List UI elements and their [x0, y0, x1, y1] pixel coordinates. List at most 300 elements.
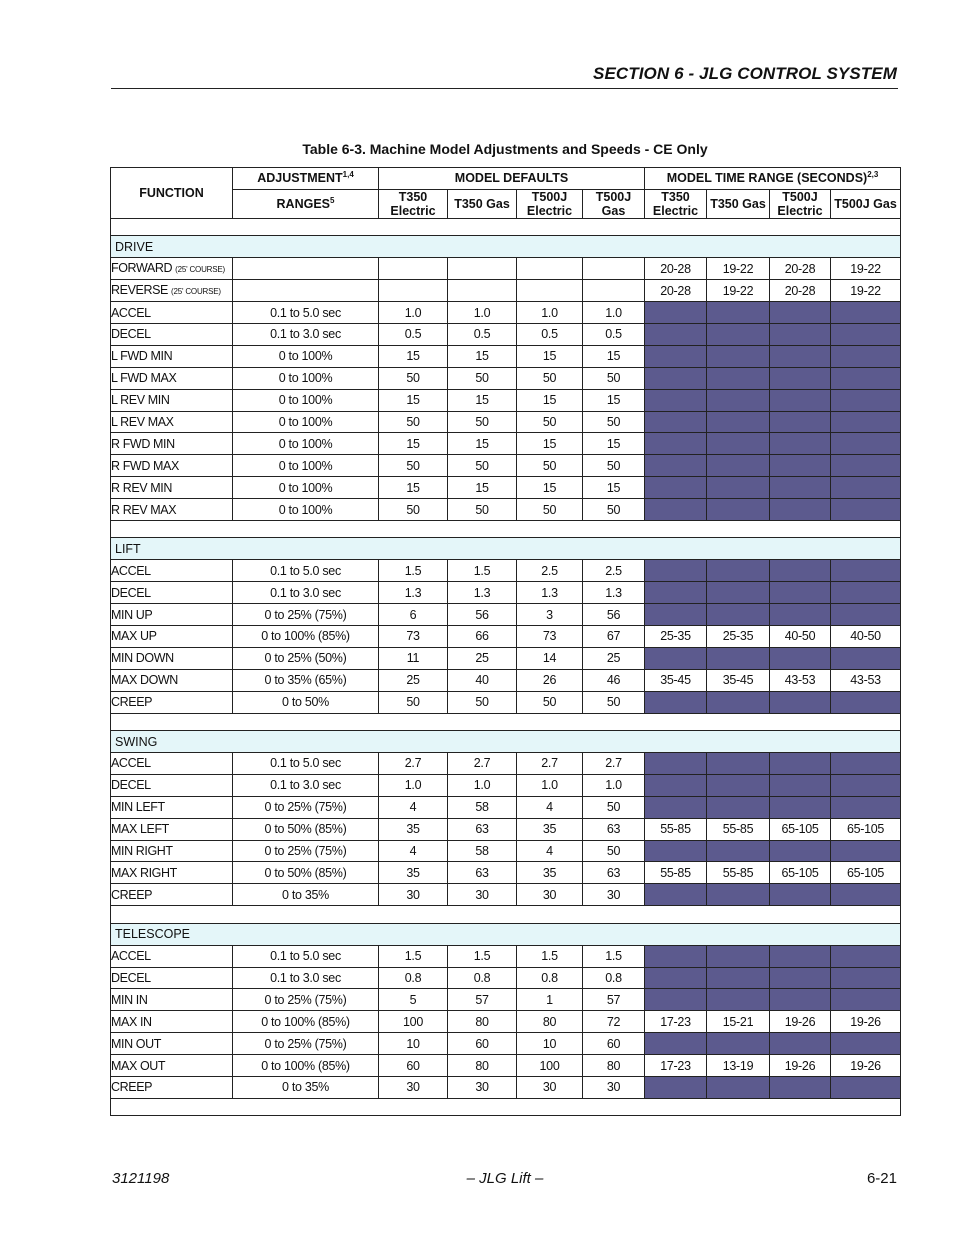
default-cell: 15 [379, 477, 448, 499]
table-row [111, 1011, 901, 1033]
default-cell: 0.8 [448, 967, 517, 989]
function-cell [111, 862, 233, 884]
default-cell: 14 [517, 647, 583, 669]
shaded-cell [831, 647, 901, 669]
default-cell: 4 [517, 796, 583, 818]
shaded-cell [645, 691, 707, 713]
table-row [111, 752, 901, 774]
function-cell [111, 796, 233, 818]
range-cell: 0 to 100% [233, 477, 379, 499]
shaded-cell [645, 884, 707, 906]
function-cell [111, 967, 233, 989]
default-cell: 30 [583, 1076, 645, 1098]
function-label: CREEP [111, 695, 153, 710]
time-cell: 40-50 [770, 626, 831, 648]
default-cell: 1.0 [379, 302, 448, 324]
shaded-cell [707, 774, 770, 796]
default-cell: 35 [517, 818, 583, 840]
table-row [111, 280, 901, 302]
default-cell: 2.5 [583, 560, 645, 582]
function-cell [111, 840, 233, 862]
shaded-cell [831, 840, 901, 862]
default-cell [379, 258, 448, 280]
time-cell: 55-85 [645, 862, 707, 884]
time-cell: 19-22 [707, 280, 770, 302]
time-cell: 13-19 [707, 1055, 770, 1077]
spacer-cell [111, 218, 901, 236]
table-row [111, 945, 901, 967]
default-cell: 25 [583, 647, 645, 669]
default-cell: 30 [448, 884, 517, 906]
shaded-cell [770, 302, 831, 324]
default-cell: 3 [517, 604, 583, 626]
shaded-cell [645, 367, 707, 389]
shaded-cell [645, 647, 707, 669]
default-cell: 1.5 [583, 945, 645, 967]
shaded-cell [707, 691, 770, 713]
default-cell: 50 [583, 840, 645, 862]
shaded-cell [770, 367, 831, 389]
default-cell: 63 [448, 862, 517, 884]
range-cell: 0 to 100% [233, 389, 379, 411]
default-cell: 30 [448, 1076, 517, 1098]
table-row [111, 691, 901, 713]
shaded-cell [831, 884, 901, 906]
header-default-model: T500J Gas [583, 189, 645, 218]
default-cell: 50 [448, 691, 517, 713]
default-cell: 1.5 [379, 945, 448, 967]
shaded-cell [707, 989, 770, 1011]
default-cell: 50 [583, 499, 645, 521]
header-default-model: T350 Electric [379, 189, 448, 218]
shaded-cell [831, 323, 901, 345]
default-cell: 1.0 [583, 302, 645, 324]
function-cell [111, 302, 233, 324]
function-cell [111, 258, 233, 280]
shaded-cell [645, 1076, 707, 1098]
shaded-cell [770, 691, 831, 713]
shaded-cell [831, 796, 901, 818]
time-cell: 19-26 [770, 1055, 831, 1077]
shaded-cell [831, 604, 901, 626]
time-cell: 25-35 [707, 626, 770, 648]
shaded-cell [645, 477, 707, 499]
shaded-cell [831, 345, 901, 367]
default-cell: 2.7 [583, 752, 645, 774]
function-cell [111, 411, 233, 433]
time-cell: 55-85 [645, 818, 707, 840]
function-cell [111, 455, 233, 477]
time-cell: 17-23 [645, 1011, 707, 1033]
shaded-cell [645, 560, 707, 582]
default-cell: 50 [517, 455, 583, 477]
spacer-cell [111, 906, 901, 924]
default-cell: 50 [583, 411, 645, 433]
default-cell: 50 [448, 367, 517, 389]
default-cell: 15 [517, 389, 583, 411]
spacer-cell [111, 713, 901, 731]
shaded-cell [831, 945, 901, 967]
default-cell: 63 [448, 818, 517, 840]
default-cell: 80 [517, 1011, 583, 1033]
section-name: TELESCOPE [111, 923, 901, 945]
time-cell: 19-22 [831, 280, 901, 302]
default-cell: 30 [583, 884, 645, 906]
time-cell: 43-53 [770, 669, 831, 691]
function-cell [111, 433, 233, 455]
function-cell [111, 477, 233, 499]
function-label: MAX LEFT [111, 822, 169, 837]
default-cell: 63 [583, 818, 645, 840]
default-cell: 1.3 [583, 582, 645, 604]
default-cell: 15 [448, 477, 517, 499]
range-cell: 0 to 100% (85%) [233, 1011, 379, 1033]
time-cell: 40-50 [831, 626, 901, 648]
header-ranges-sup: 5 [330, 195, 335, 205]
default-cell: 80 [448, 1055, 517, 1077]
table-row [111, 1033, 901, 1055]
function-label: R FWD MIN [111, 436, 175, 451]
shaded-cell [831, 582, 901, 604]
time-cell: 19-22 [831, 258, 901, 280]
default-cell: 30 [517, 884, 583, 906]
default-cell: 67 [583, 626, 645, 648]
default-cell: 15 [583, 389, 645, 411]
shaded-cell [707, 345, 770, 367]
default-cell: 1 [517, 989, 583, 1011]
default-cell [583, 258, 645, 280]
table-row [111, 967, 901, 989]
default-cell: 1.3 [448, 582, 517, 604]
shaded-cell [831, 1076, 901, 1098]
function-cell [111, 499, 233, 521]
table-body [111, 218, 901, 1115]
default-cell [583, 280, 645, 302]
range-cell: 0 to 25% (75%) [233, 1033, 379, 1055]
shaded-cell [645, 582, 707, 604]
default-cell: 1.3 [517, 582, 583, 604]
function-note: (25' COURSE) [171, 286, 221, 296]
shaded-cell [831, 774, 901, 796]
default-cell: 25 [379, 669, 448, 691]
function-cell [111, 1033, 233, 1055]
range-cell: 0 to 25% (75%) [233, 604, 379, 626]
function-cell [111, 691, 233, 713]
function-label: L REV MIN [111, 393, 170, 408]
shaded-cell [770, 945, 831, 967]
function-label: L FWD MIN [111, 349, 173, 364]
header-time-model: T500J Electric [770, 189, 831, 218]
function-label: R REV MIN [111, 480, 172, 495]
shaded-cell [645, 796, 707, 818]
shaded-cell [770, 389, 831, 411]
default-cell: 15 [583, 477, 645, 499]
function-label: MIN LEFT [111, 800, 165, 815]
default-cell: 50 [379, 499, 448, 521]
range-cell: 0 to 35% [233, 1076, 379, 1098]
shaded-cell [645, 840, 707, 862]
time-cell: 19-26 [831, 1055, 901, 1077]
header-time-model: T350 Electric [645, 189, 707, 218]
function-cell [111, 1055, 233, 1077]
shaded-cell [770, 455, 831, 477]
default-cell: 66 [448, 626, 517, 648]
range-cell: 0 to 35% (65%) [233, 669, 379, 691]
table-row [111, 604, 901, 626]
shaded-cell [645, 411, 707, 433]
range-cell [233, 280, 379, 302]
default-cell: 25 [448, 647, 517, 669]
table-row [111, 840, 901, 862]
shaded-cell [707, 433, 770, 455]
shaded-cell [707, 647, 770, 669]
function-label: MAX UP [111, 629, 157, 644]
range-cell: 0 to 50% (85%) [233, 818, 379, 840]
shaded-cell [831, 389, 901, 411]
header-time-model: T350 Gas [707, 189, 770, 218]
spacer-cell [111, 1098, 901, 1116]
default-cell: 0.5 [583, 323, 645, 345]
shaded-cell [707, 840, 770, 862]
shaded-cell [707, 582, 770, 604]
default-cell: 15 [583, 433, 645, 455]
function-label: DECEL [111, 970, 151, 985]
default-cell: 2.7 [379, 752, 448, 774]
shaded-cell [707, 477, 770, 499]
time-cell: 15-21 [707, 1011, 770, 1033]
shaded-cell [770, 411, 831, 433]
function-cell [111, 752, 233, 774]
time-cell: 19-26 [770, 1011, 831, 1033]
function-cell [111, 345, 233, 367]
shaded-cell [770, 477, 831, 499]
section-title: SECTION 6 - JLG CONTROL SYSTEM [593, 64, 897, 83]
default-cell [379, 280, 448, 302]
header-default-model: T350 Gas [448, 189, 517, 218]
range-cell: 0 to 100% [233, 411, 379, 433]
default-cell: 50 [379, 411, 448, 433]
function-label: MAX DOWN [111, 673, 178, 688]
default-cell: 60 [379, 1055, 448, 1077]
time-cell: 19-26 [831, 1011, 901, 1033]
function-label: MIN RIGHT [111, 843, 173, 858]
default-cell: 35 [379, 818, 448, 840]
function-label: FORWARD [111, 260, 173, 275]
footer-center: – JLG Lift – [466, 1170, 544, 1187]
shaded-cell [770, 774, 831, 796]
section-row [111, 923, 901, 945]
default-cell [448, 280, 517, 302]
shaded-cell [770, 433, 831, 455]
range-cell: 0.1 to 3.0 sec [233, 323, 379, 345]
time-cell: 20-28 [770, 258, 831, 280]
default-cell: 1.0 [583, 774, 645, 796]
default-cell: 35 [517, 862, 583, 884]
shaded-cell [770, 989, 831, 1011]
shaded-cell [707, 945, 770, 967]
shaded-cell [707, 411, 770, 433]
range-cell: 0 to 25% (50%) [233, 647, 379, 669]
shaded-cell [707, 455, 770, 477]
default-cell: 1.5 [379, 560, 448, 582]
shaded-cell [831, 989, 901, 1011]
default-cell: 15 [448, 345, 517, 367]
shaded-cell [831, 367, 901, 389]
function-cell [111, 560, 233, 582]
function-cell [111, 1076, 233, 1098]
default-cell: 0.8 [517, 967, 583, 989]
default-cell: 46 [583, 669, 645, 691]
default-cell: 0.8 [583, 967, 645, 989]
shaded-cell [770, 884, 831, 906]
default-cell: 2.7 [517, 752, 583, 774]
range-cell: 0.1 to 3.0 sec [233, 774, 379, 796]
function-label: L FWD MAX [111, 371, 177, 386]
time-cell: 35-45 [645, 669, 707, 691]
shaded-cell [707, 884, 770, 906]
default-cell: 50 [583, 691, 645, 713]
function-label: MIN UP [111, 607, 153, 622]
range-cell: 0.1 to 5.0 sec [233, 945, 379, 967]
range-cell: 0 to 100% [233, 367, 379, 389]
default-cell: 15 [517, 345, 583, 367]
default-cell: 72 [583, 1011, 645, 1033]
range-cell: 0 to 50% (85%) [233, 862, 379, 884]
table-row [111, 774, 901, 796]
shaded-cell [707, 967, 770, 989]
spacer-row [111, 906, 901, 924]
default-cell: 50 [379, 691, 448, 713]
default-cell: 10 [517, 1033, 583, 1055]
shaded-cell [831, 433, 901, 455]
adjustments-table [110, 167, 901, 1116]
header-ranges [233, 189, 379, 218]
function-cell [111, 945, 233, 967]
shaded-cell [831, 1033, 901, 1055]
table-row [111, 818, 901, 840]
table-row [111, 499, 901, 521]
time-cell: 65-105 [831, 862, 901, 884]
default-cell: 100 [379, 1011, 448, 1033]
shaded-cell [707, 323, 770, 345]
time-cell: 35-45 [707, 669, 770, 691]
shaded-cell [645, 967, 707, 989]
function-label: MAX IN [111, 1014, 152, 1029]
header-ranges-label: RANGES [276, 196, 331, 211]
default-cell: 15 [379, 433, 448, 455]
header-default-model: T500J Electric [517, 189, 583, 218]
default-cell: 100 [517, 1055, 583, 1077]
table-row [111, 323, 901, 345]
time-cell: 65-105 [770, 862, 831, 884]
function-label: REVERSE [111, 282, 168, 297]
shaded-cell [770, 582, 831, 604]
function-note: (25' COURSE) [175, 264, 225, 274]
shaded-cell [707, 752, 770, 774]
shaded-cell [707, 796, 770, 818]
default-cell: 50 [379, 367, 448, 389]
shaded-cell [831, 752, 901, 774]
shaded-cell [770, 604, 831, 626]
default-cell: 1.0 [379, 774, 448, 796]
table-row [111, 1055, 901, 1077]
default-cell: 2.7 [448, 752, 517, 774]
table-row [111, 258, 901, 280]
default-cell: 2.5 [517, 560, 583, 582]
default-cell: 50 [448, 499, 517, 521]
default-cell: 1.0 [517, 774, 583, 796]
function-label: ACCEL [111, 305, 151, 320]
table-caption: Table 6-3. Machine Model Adjustments and Speeds - CE Only [302, 141, 708, 157]
shaded-cell [645, 774, 707, 796]
default-cell: 58 [448, 840, 517, 862]
function-label: DECEL [111, 327, 151, 342]
default-cell: 63 [583, 862, 645, 884]
header-time-range [645, 168, 901, 190]
range-cell: 0 to 35% [233, 884, 379, 906]
time-cell: 65-105 [831, 818, 901, 840]
default-cell: 0.8 [379, 967, 448, 989]
shaded-cell [645, 945, 707, 967]
function-label: R FWD MAX [111, 458, 179, 473]
table-row [111, 1076, 901, 1098]
table-row [111, 367, 901, 389]
shaded-cell [831, 560, 901, 582]
table-row [111, 433, 901, 455]
default-cell: 15 [379, 345, 448, 367]
default-cell: 1.3 [379, 582, 448, 604]
default-cell: 57 [583, 989, 645, 1011]
time-cell: 17-23 [645, 1055, 707, 1077]
section-name: SWING [111, 731, 901, 753]
function-label: ACCEL [111, 563, 151, 578]
section-row [111, 731, 901, 753]
shaded-cell [707, 1033, 770, 1055]
default-cell: 1.0 [448, 302, 517, 324]
shaded-cell [707, 367, 770, 389]
function-cell [111, 626, 233, 648]
default-cell: 50 [583, 367, 645, 389]
header-time-range-label: MODEL TIME RANGE (SECONDS) [666, 171, 868, 186]
function-cell [111, 604, 233, 626]
default-cell: 1.5 [517, 945, 583, 967]
default-cell: 50 [583, 455, 645, 477]
default-cell: 50 [379, 455, 448, 477]
default-cell: 30 [379, 1076, 448, 1098]
default-cell: 73 [379, 626, 448, 648]
default-cell: 1.5 [448, 945, 517, 967]
header-time-range-sup: 2,3 [867, 170, 879, 180]
time-cell: 20-28 [770, 280, 831, 302]
shaded-cell [645, 604, 707, 626]
shaded-cell [831, 499, 901, 521]
shaded-cell [645, 302, 707, 324]
time-cell: 25-35 [645, 626, 707, 648]
shaded-cell [770, 345, 831, 367]
default-cell: 15 [517, 477, 583, 499]
default-cell: 73 [517, 626, 583, 648]
table-row [111, 796, 901, 818]
shaded-cell [831, 477, 901, 499]
default-cell: 57 [448, 989, 517, 1011]
range-cell: 0 to 25% (75%) [233, 989, 379, 1011]
function-cell [111, 367, 233, 389]
shaded-cell [707, 604, 770, 626]
shaded-cell [645, 499, 707, 521]
table-row [111, 477, 901, 499]
function-cell [111, 389, 233, 411]
section-name: LIFT [111, 538, 901, 560]
